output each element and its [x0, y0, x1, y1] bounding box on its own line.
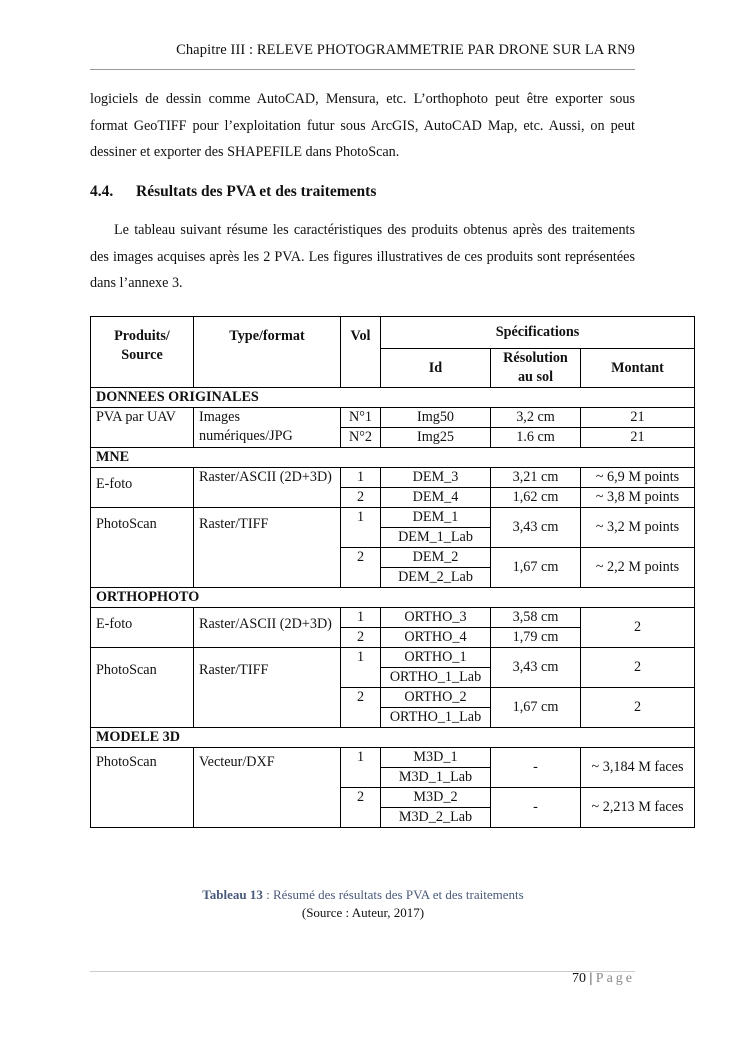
caption-source: (Source : Auteur, 2017)	[301, 905, 425, 920]
table-row: M3D_2_Lab	[91, 808, 695, 828]
summary-paragraph: Le tableau suivant résume les caractéristiques des produits obtenus après des traitements des images acquises après les 2 PVA. Les figures illustratives de ces produits sont représentées dans l’annexe 3.	[90, 222, 635, 291]
table-row: 2 DEM_2 1,67 cm ~ 2,2 M points	[91, 548, 695, 568]
section-number: 4.4.	[90, 183, 114, 200]
intro-paragraph: logiciels de dessin comme AutoCAD, Mensura, etc. L’orthophoto peut être exporter sous format GeoTIFF pour l’exploitation futur sous ArcGIS, AutoCAD Map, etc. Aussi, on peut dessiner et exporter des SHAPEFILE dans PhotoScan.	[90, 91, 635, 160]
table-row: ORTHO_1_Lab	[91, 668, 695, 688]
section-heading	[90, 183, 376, 201]
table-row: 2 DEM_4 1,62 cm ~ 3,8 M points	[91, 488, 695, 508]
table-row: E-foto Raster/ASCII (2D+3D) 1 ORTHO_3 3,58 cm 2	[91, 608, 695, 628]
table-row: E-foto Raster/ASCII (2D+3D) 1 DEM_3 3,21 cm ~ 6,9 M points	[91, 468, 695, 488]
caption-text: : Résumé des résultats des PVA et des traitements	[262, 887, 524, 902]
table-row: 2 ORTHO_4 1,79 cm	[91, 628, 695, 648]
table-row: 2 M3D_2 - ~ 2,213 M faces	[91, 788, 695, 808]
caption-label: Tableau 13	[202, 887, 263, 902]
header-specifications: Spécifications	[381, 317, 695, 349]
header-vol: Vol	[341, 317, 381, 388]
page-separator: |	[589, 971, 593, 986]
group-row: MODELE 3D	[91, 728, 695, 748]
group-row: ORTHOPHOTO	[91, 588, 695, 608]
table-row: DEM_1_Lab	[91, 528, 695, 548]
header-produits: Produits/ Source	[91, 317, 194, 388]
running-header: Chapitre III : RELEVE PHOTOGRAMMETRIE PAR DRONE SUR LA RN9	[176, 42, 635, 58]
results-table	[90, 316, 695, 828]
table-row: PhotoScan Raster/TIFF 1 DEM_1 3,43 cm ~ 3,2 M points	[91, 508, 695, 528]
table-row: PVA par UAV Images numériques/JPG N°1 Img50 3,2 cm 21	[91, 408, 695, 428]
group-row: DONNEES ORIGINALES	[91, 388, 695, 408]
header-montant: Montant	[581, 349, 695, 388]
header-id: Id	[381, 349, 491, 388]
table-row: M3D_1_Lab	[91, 768, 695, 788]
table-row: 2 ORTHO_2 1,67 cm 2	[91, 688, 695, 708]
page-number: 70	[571, 971, 586, 986]
table-row: DEM_2_Lab	[91, 568, 695, 588]
table-caption	[0, 886, 726, 922]
group-row: MNE	[91, 448, 695, 468]
header-divider	[90, 69, 635, 70]
page-footer	[572, 971, 635, 987]
section-title: Résultats des PVA et des traitements	[136, 183, 377, 200]
header-type: Type/format	[194, 317, 341, 388]
table-row: PhotoScan Vecteur/DXF 1 M3D_1 - ~ 3,184 M faces	[91, 748, 695, 768]
page-label: Page	[595, 971, 635, 986]
table-row: ORTHO_1_Lab	[91, 708, 695, 728]
header-resolution: Résolution au sol	[491, 349, 581, 388]
table-row: PhotoScan Raster/TIFF 1 ORTHO_1 3,43 cm 2	[91, 648, 695, 668]
footer-divider	[90, 971, 635, 972]
table-row: N°2 Img25 1.6 cm 21	[91, 428, 695, 448]
